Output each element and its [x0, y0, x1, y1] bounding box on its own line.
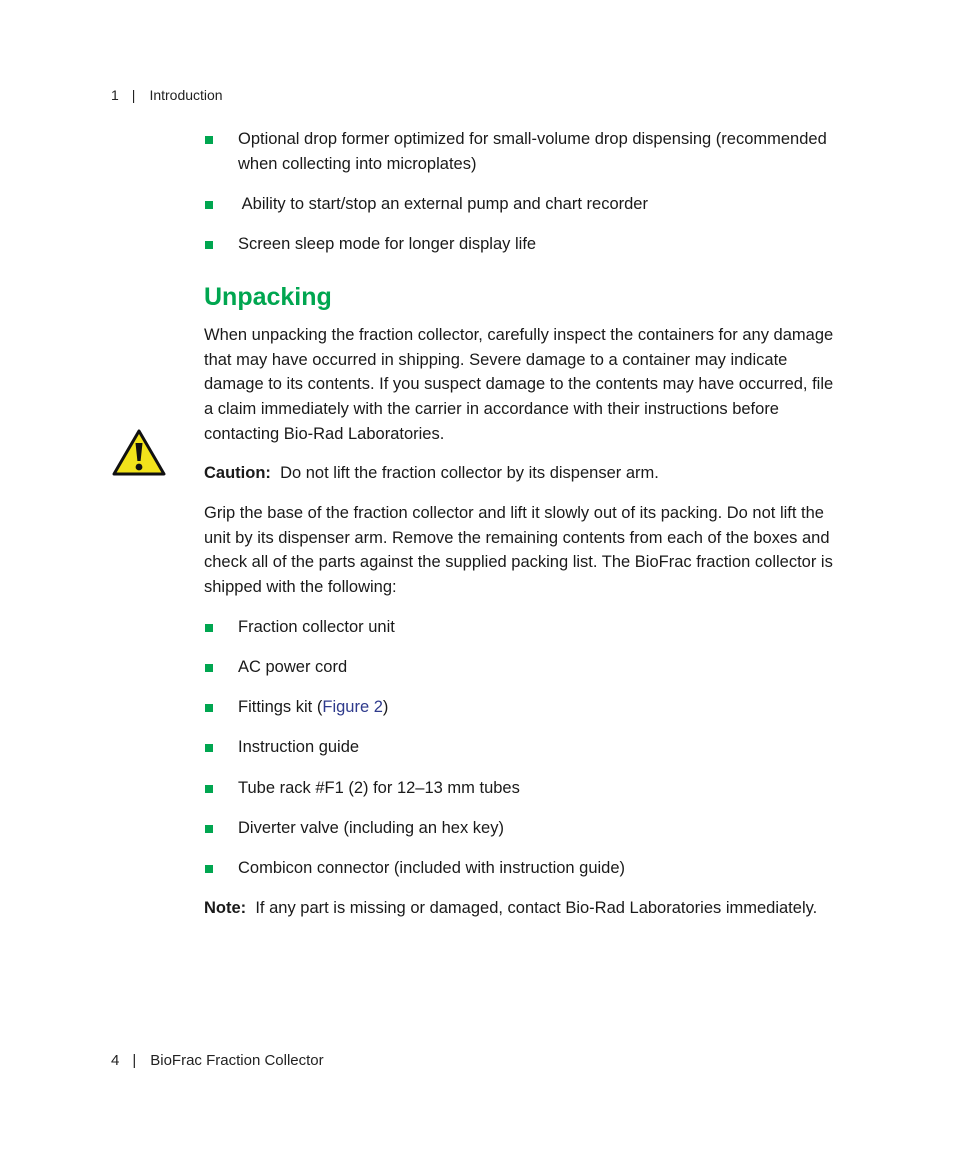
footer-separator: | — [132, 1052, 137, 1069]
unpacking-paragraph: When unpacking the fraction collector, carefully inspect the containers for any damage that may have occurred in shipping. Severe damage to a container may indicate damage to its contents. If you suspect damage to the contents may have occurred, file a claim immediately with the carrier in accordance with their instructions before contacting Bio-Rad Laboratories. — [204, 325, 834, 443]
list-item — [204, 816, 834, 841]
running-footer — [111, 1052, 324, 1069]
section-heading: Unpacking — [204, 282, 332, 311]
running-header — [111, 87, 223, 103]
list-item-text-suffix: ) — [382, 698, 389, 717]
page-content — [204, 127, 834, 936]
list-item-text: Combicon connector (included with instruction guide) — [238, 859, 626, 878]
list-item — [204, 735, 834, 760]
list-item-text: Tube rack #F1 (2) for 12–13 mm tubes — [238, 778, 520, 797]
figure-link[interactable]: Figure 2 — [322, 698, 383, 717]
list-item-text: Fraction collector unit — [238, 617, 395, 636]
document-title: BioFrac Fraction Collector — [150, 1052, 324, 1069]
list-item-text: AC power cord — [238, 658, 348, 677]
grip-paragraph: Grip the base of the fraction collector and lift it slowly out of its packing. Do not lift the unit by its dispenser arm. Remove the remaining contents from each of the boxes and check all of the parts against the supplied packing list. The BioFrac fraction collector is shipped with the following: — [204, 504, 833, 597]
square-bullet-icon — [205, 825, 213, 833]
note-label: Note: — [204, 899, 247, 918]
list-item — [204, 776, 834, 801]
list-item — [204, 655, 834, 680]
list-item-text: Ability to start/stop an external pump and chart recorder — [238, 194, 648, 213]
square-bullet-icon — [205, 624, 213, 632]
list-item — [204, 695, 834, 720]
caution-label: Caution: — [204, 464, 271, 483]
square-bullet-icon — [205, 201, 213, 209]
feature-list — [204, 127, 834, 257]
chapter-number: 1 — [111, 87, 119, 103]
header-separator: | — [131, 87, 136, 103]
list-item — [204, 127, 834, 176]
page-number: 4 — [111, 1052, 120, 1069]
square-bullet-icon — [205, 744, 213, 752]
note-text: If any part is missing or damaged, contact Bio-Rad Laboratories immediately. — [255, 899, 818, 918]
warning-triangle-icon — [111, 428, 167, 478]
square-bullet-icon — [205, 865, 213, 873]
square-bullet-icon — [205, 136, 213, 144]
list-item — [204, 192, 834, 217]
list-item-text: Diverter valve (including an hex key) — [238, 818, 504, 837]
chapter-title: Introduction — [149, 87, 223, 103]
list-item — [204, 232, 834, 257]
list-item-text-prefix: Fittings kit ( — [238, 698, 323, 717]
list-item — [204, 615, 834, 640]
square-bullet-icon — [205, 664, 213, 672]
square-bullet-icon — [205, 704, 213, 712]
caution-text: Do not lift the fraction collector by its dispenser arm. — [280, 464, 659, 483]
list-item — [204, 856, 834, 881]
square-bullet-icon — [205, 241, 213, 249]
square-bullet-icon — [205, 785, 213, 793]
caution-notice — [204, 461, 834, 486]
list-item-text: Instruction guide — [238, 738, 360, 757]
list-item-text: Optional drop former optimized for small-volume drop dispensing (recommended when collecting into microplates) — [238, 130, 827, 173]
list-item-text: Screen sleep mode for longer display life — [238, 235, 537, 254]
package-contents-list — [204, 615, 834, 881]
note-paragraph — [204, 896, 834, 921]
